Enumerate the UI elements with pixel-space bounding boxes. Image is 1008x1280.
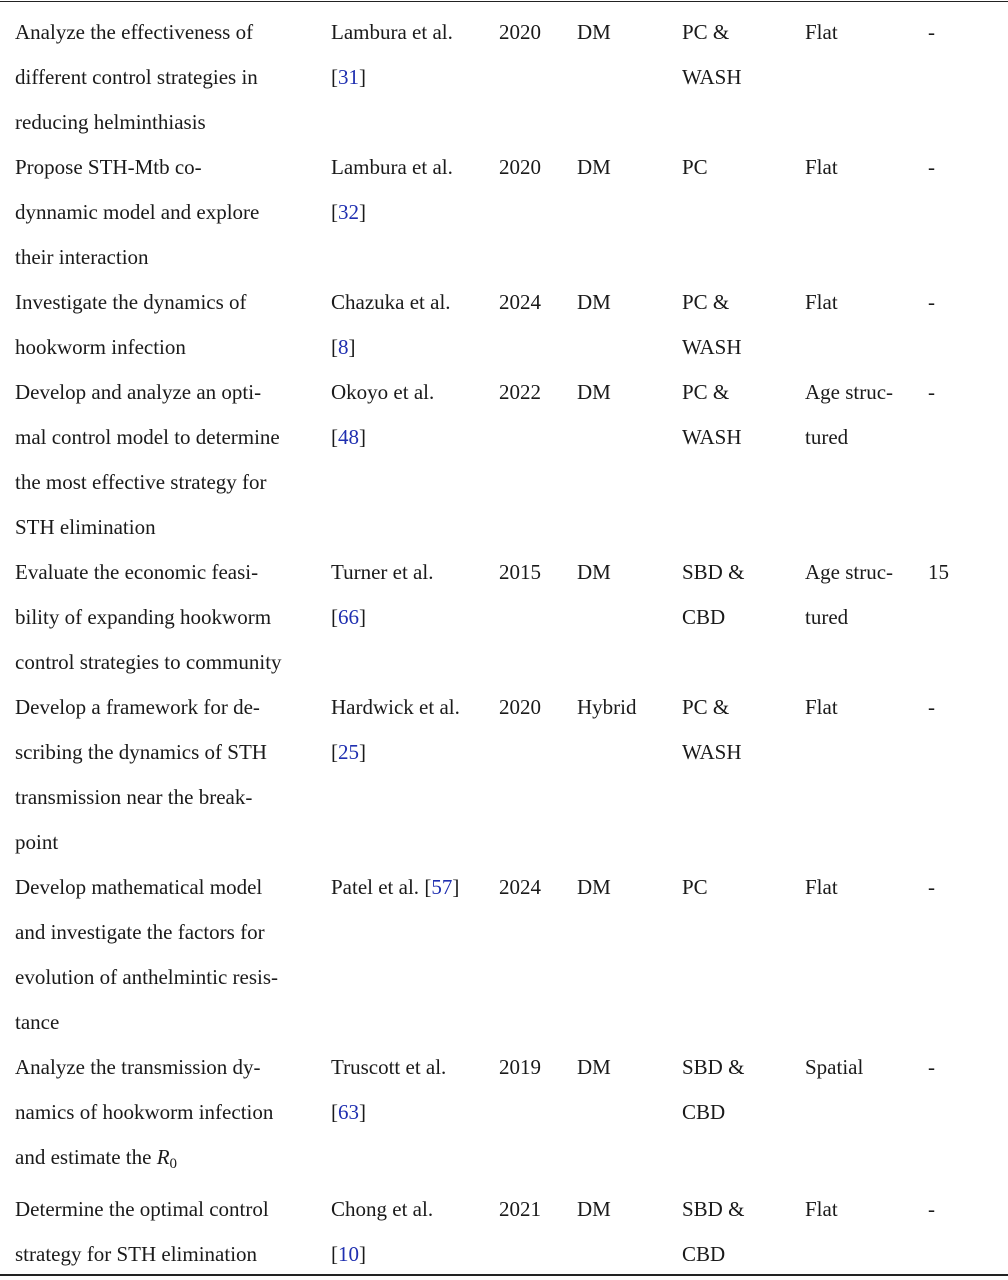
objective-line xyxy=(15,370,315,415)
last-column-cell: - xyxy=(928,155,935,179)
citation-link[interactable]: 48 xyxy=(338,425,359,449)
year-cell: 2019 xyxy=(499,1055,541,1079)
last-column-cell: - xyxy=(928,380,935,404)
objective-line xyxy=(15,1135,315,1187)
objective-line xyxy=(15,235,315,280)
author-cell xyxy=(331,865,491,910)
citation-link[interactable]: 57 xyxy=(431,875,453,899)
author-cell xyxy=(331,145,491,235)
structure-cell xyxy=(805,550,920,640)
structure-cell xyxy=(805,280,920,325)
last-column-cell: - xyxy=(928,1055,935,1079)
intervention-cell-line: SBD & xyxy=(682,560,745,584)
intervention-cell-line: WASH xyxy=(682,65,742,89)
intervention-cell-line: WASH xyxy=(682,740,742,764)
objective-line xyxy=(15,415,315,460)
objective-line xyxy=(15,55,315,100)
year-cell: 2020 xyxy=(499,20,541,44)
author-name: Chong et al. xyxy=(331,1197,434,1221)
year-cell: 2022 xyxy=(499,380,541,404)
objective-text: point xyxy=(15,830,59,854)
objective-text: the most effective strategy for xyxy=(15,470,267,494)
objective-line xyxy=(15,1045,315,1090)
objective-line xyxy=(15,505,315,550)
model-cell: Hybrid xyxy=(577,695,637,719)
author-name: Patel et al. xyxy=(331,875,420,899)
structure-cell-line: Flat xyxy=(805,20,838,44)
citation-line: [66] xyxy=(331,605,366,629)
intervention-cell-line: WASH xyxy=(682,335,742,359)
structure-cell-line: Flat xyxy=(805,155,838,179)
table-row xyxy=(0,1187,1008,1277)
objective-text: evolution of anthelmintic resis- xyxy=(15,965,279,989)
objective-text: scribing the dynamics of STH xyxy=(15,740,267,764)
objective-text: hookworm infection xyxy=(15,335,186,359)
author-line: Patel et al. [57] xyxy=(331,875,460,899)
table-row xyxy=(0,685,1008,865)
objective-cell xyxy=(15,1045,315,1187)
objective-line xyxy=(15,910,315,955)
structure-cell-line: Age struc- xyxy=(805,380,894,404)
table-row xyxy=(0,370,1008,550)
objective-line xyxy=(15,865,315,910)
objective-text: tance xyxy=(15,1010,60,1034)
model-cell: DM xyxy=(577,155,611,179)
intervention-cell xyxy=(682,370,792,460)
objective-text: different control strategies in xyxy=(15,65,258,89)
intervention-cell-line: WASH xyxy=(682,425,742,449)
objective-line xyxy=(15,955,315,1000)
objective-text: control strategies to community xyxy=(15,650,282,674)
intervention-cell-line: PC & xyxy=(682,380,730,404)
table-row xyxy=(0,550,1008,685)
structure-cell xyxy=(805,1045,920,1090)
intervention-cell-line: CBD xyxy=(682,1242,726,1266)
objective-cell xyxy=(15,280,315,370)
objective-text: Develop a framework for de- xyxy=(15,695,260,719)
objective-text: bility of expanding hookworm xyxy=(15,605,272,629)
structure-cell xyxy=(805,145,920,190)
objective-line xyxy=(15,325,315,370)
model-cell: DM xyxy=(577,560,611,584)
intervention-cell-line: PC & xyxy=(682,20,730,44)
author-cell xyxy=(331,280,491,370)
objective-line xyxy=(15,550,315,595)
author-cell xyxy=(331,10,491,100)
citation-link[interactable]: 31 xyxy=(338,65,359,89)
objective-cell xyxy=(15,370,315,550)
objective-text: dynnamic model and explore xyxy=(15,200,260,224)
last-column-cell: - xyxy=(928,20,935,44)
objective-text: Propose STH-Mtb co- xyxy=(15,155,202,179)
intervention-cell xyxy=(682,550,792,640)
structure-cell-line: Spatial xyxy=(805,1055,864,1079)
objective-text: reducing helminthiasis xyxy=(15,110,206,134)
citation-link[interactable]: 63 xyxy=(338,1100,359,1124)
objective-line xyxy=(15,100,315,145)
last-column-cell: 15 xyxy=(928,560,949,584)
table-bottom-rule xyxy=(0,1274,1008,1276)
objective-line xyxy=(15,190,315,235)
objective-line xyxy=(15,1090,315,1135)
citation-line: [32] xyxy=(331,200,366,224)
structure-cell-line: tured xyxy=(805,425,849,449)
intervention-cell xyxy=(682,280,792,370)
intervention-cell-line: PC xyxy=(682,155,708,179)
structure-cell-line: Flat xyxy=(805,1197,838,1221)
citation-link[interactable]: 10 xyxy=(338,1242,359,1266)
citation-link[interactable]: 66 xyxy=(338,605,359,629)
citation-line: [10] xyxy=(331,1242,366,1266)
structure-cell-line: Flat xyxy=(805,290,838,314)
table-row xyxy=(0,10,1008,145)
citation-line: [8] xyxy=(331,335,356,359)
structure-cell-line: tured xyxy=(805,605,849,629)
intervention-cell xyxy=(682,145,792,190)
year-cell: 2015 xyxy=(499,560,541,584)
objective-text: Analyze the transmission dy- xyxy=(15,1055,261,1079)
objective-line xyxy=(15,1232,315,1277)
model-cell: DM xyxy=(577,20,611,44)
author-cell xyxy=(331,685,491,775)
objective-text: Determine the optimal control xyxy=(15,1197,269,1221)
objective-text: STH elimination xyxy=(15,515,156,539)
objective-text: namics of hookworm infection xyxy=(15,1100,274,1124)
objective-text: transmission near the break- xyxy=(15,785,253,809)
objective-cell xyxy=(15,550,315,685)
intervention-cell xyxy=(682,1045,792,1135)
objective-line xyxy=(15,820,315,865)
objective-text: and investigate the factors for xyxy=(15,920,265,944)
objective-text: Analyze the effectiveness of xyxy=(15,20,254,44)
structure-cell xyxy=(805,10,920,55)
objective-text: their interaction xyxy=(15,245,149,269)
references-table xyxy=(0,10,1008,1277)
math-subscript: 0 xyxy=(169,1156,178,1172)
table-row xyxy=(0,865,1008,1045)
intervention-cell xyxy=(682,1187,792,1277)
structure-cell xyxy=(805,1187,920,1232)
last-column-cell: - xyxy=(928,1197,935,1221)
intervention-cell-line: CBD xyxy=(682,605,726,629)
table-top-rule xyxy=(0,1,1008,2)
table-row xyxy=(0,280,1008,370)
citation-line: [25] xyxy=(331,740,366,764)
intervention-cell-line: CBD xyxy=(682,1100,726,1124)
math-variable: R xyxy=(156,1145,170,1169)
objective-cell xyxy=(15,145,315,280)
objective-line xyxy=(15,10,315,55)
citation-link[interactable]: 8 xyxy=(338,335,349,359)
author-cell xyxy=(331,1187,491,1277)
objective-text: Develop mathematical model xyxy=(15,875,263,899)
structure-cell-line: Age struc- xyxy=(805,560,894,584)
citation-line: [48] xyxy=(331,425,366,449)
author-cell xyxy=(331,370,491,460)
model-cell: DM xyxy=(577,380,611,404)
year-cell: 2021 xyxy=(499,1197,541,1221)
author-name: Lambura et al. xyxy=(331,155,453,179)
intervention-cell xyxy=(682,10,792,100)
model-cell: DM xyxy=(577,290,611,314)
structure-cell-line: Flat xyxy=(805,875,838,899)
intervention-cell-line: SBD & xyxy=(682,1197,745,1221)
table-row xyxy=(0,145,1008,280)
author-name: Hardwick et al. xyxy=(331,695,460,719)
year-cell: 2020 xyxy=(499,695,541,719)
objective-line xyxy=(15,280,315,325)
citation-link[interactable]: 32 xyxy=(338,200,359,224)
intervention-cell-line: SBD & xyxy=(682,1055,745,1079)
author-name: Lambura et al. xyxy=(331,20,453,44)
intervention-cell xyxy=(682,865,792,910)
author-name: Turner et al. xyxy=(331,560,434,584)
objective-line xyxy=(15,460,315,505)
last-column-cell: - xyxy=(928,875,935,899)
structure-cell-line: Flat xyxy=(805,695,838,719)
year-cell: 2024 xyxy=(499,875,541,899)
intervention-cell-line: PC xyxy=(682,875,708,899)
citation-line: [63] xyxy=(331,1100,366,1124)
last-column-cell: - xyxy=(928,695,935,719)
structure-cell xyxy=(805,370,920,460)
objective-text: Evaluate the economic feasi- xyxy=(15,560,259,584)
author-name: Chazuka et al. xyxy=(331,290,451,314)
objective-cell xyxy=(15,865,315,1045)
intervention-cell-line: PC & xyxy=(682,290,730,314)
intervention-cell-line: PC & xyxy=(682,695,730,719)
structure-cell xyxy=(805,865,920,910)
objective-line xyxy=(15,145,315,190)
last-column-cell: - xyxy=(928,290,935,314)
objective-text: and estimate the xyxy=(15,1145,152,1169)
objective-line xyxy=(15,730,315,775)
objective-line xyxy=(15,640,315,685)
objective-line xyxy=(15,1187,315,1232)
author-cell xyxy=(331,1045,491,1135)
model-cell: DM xyxy=(577,875,611,899)
objective-cell xyxy=(15,10,315,145)
model-cell: DM xyxy=(577,1055,611,1079)
table-row xyxy=(0,1045,1008,1187)
author-name: Okoyo et al. xyxy=(331,380,435,404)
citation-link[interactable]: 25 xyxy=(338,740,359,764)
structure-cell xyxy=(805,685,920,730)
citation-line: [31] xyxy=(331,65,366,89)
objective-cell xyxy=(15,685,315,865)
objective-text: Investigate the dynamics of xyxy=(15,290,247,314)
intervention-cell xyxy=(682,685,792,775)
objective-line xyxy=(15,1000,315,1045)
objective-text: mal control model to determine xyxy=(15,425,280,449)
year-cell: 2024 xyxy=(499,290,541,314)
author-cell xyxy=(331,550,491,640)
author-name: Truscott et al. xyxy=(331,1055,447,1079)
objective-line xyxy=(15,595,315,640)
objective-cell xyxy=(15,1187,315,1277)
model-cell: DM xyxy=(577,1197,611,1221)
math-symbol xyxy=(156,1145,178,1172)
objective-text: strategy for STH elimination xyxy=(15,1242,258,1266)
objective-line xyxy=(15,775,315,820)
objective-line xyxy=(15,685,315,730)
objective-text: Develop and analyze an opti- xyxy=(15,380,262,404)
year-cell: 2020 xyxy=(499,155,541,179)
